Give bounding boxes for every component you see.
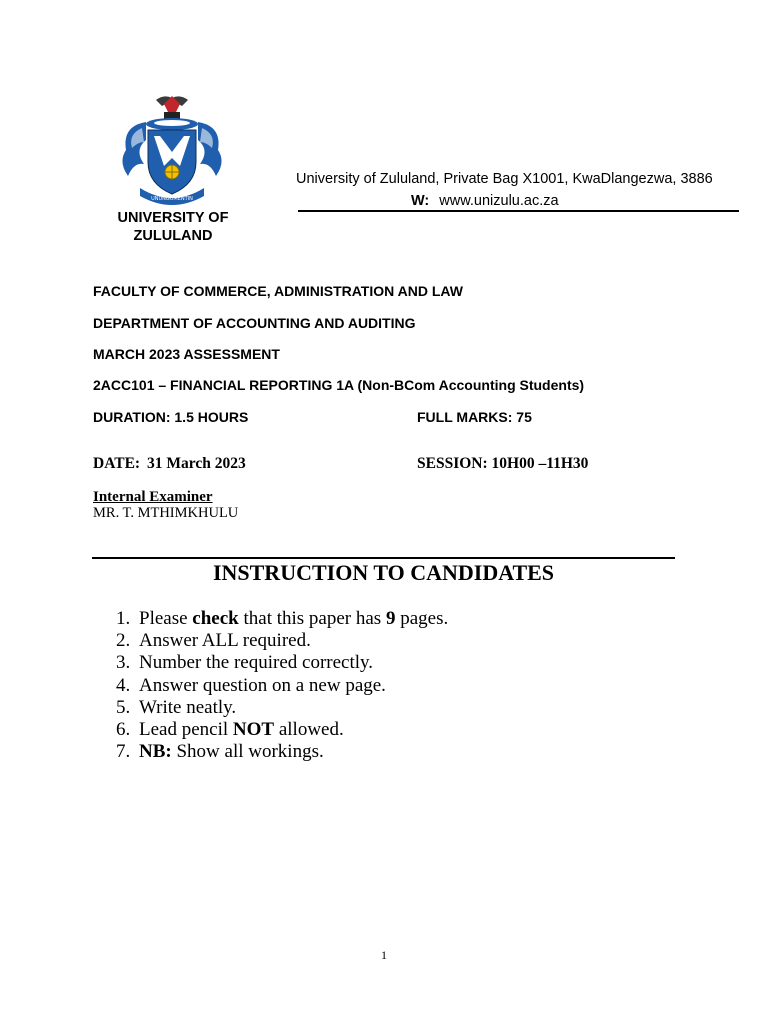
exam-duration: DURATION: 1.5 HOURS (93, 409, 249, 425)
instruction-number: 5. (116, 696, 131, 718)
instruction-text: Lead pencil (139, 719, 233, 741)
section-divider (92, 557, 675, 559)
instruction-emphasis: check (192, 608, 239, 629)
instruction-number: 4. (116, 674, 131, 696)
instruction-number: 1. (116, 608, 131, 629)
full-marks: FULL MARKS: 75 (417, 409, 532, 425)
svg-text:UNUNGUMENTIN: UNUNGUMENTIN (151, 196, 193, 202)
university-crest-icon (104, 92, 240, 208)
exam-date (93, 455, 246, 473)
assessment-title: MARCH 2023 ASSESSMENT (93, 346, 280, 362)
instructions-list (112, 608, 448, 763)
faculty-name: FACULTY OF COMMERCE, ADMINISTRATION AND LAW (93, 283, 463, 299)
address-divider (298, 210, 739, 212)
date-value: 31 March 2023 (147, 455, 246, 472)
instruction-text: Please (139, 608, 193, 629)
instruction-text: Answer ALL required. (139, 630, 311, 652)
instruction-item (112, 630, 448, 652)
instruction-number: 6. (116, 719, 131, 741)
instruction-item (112, 608, 448, 630)
university-name (100, 209, 246, 245)
website-label: W: (411, 193, 430, 209)
instruction-text: that this paper has (238, 608, 386, 629)
instruction-emphasis: 9 (385, 608, 396, 629)
course-title: 2ACC101 – FINANCIAL REPORTING 1A (Non-BCom Accounting Students) (93, 377, 585, 393)
university-name-line2: ZULULAND (133, 228, 213, 244)
instruction-text: allowed. (274, 719, 344, 741)
website-line (411, 193, 559, 209)
instructions-title: INSTRUCTION TO CANDIDATES (212, 560, 555, 585)
instruction-emphasis: NOT (232, 719, 275, 741)
postal-address: University of Zululand, Private Bag X1001, KwaDlangezwa, 3886 (296, 171, 713, 187)
examiner-name: MR. T. MTHIMKHULU (93, 505, 239, 521)
instruction-text: Answer question on a new page. (139, 674, 386, 696)
instruction-text: Number the required correctly. (139, 652, 374, 674)
instruction-text: Show all workings. (171, 741, 324, 763)
date-label: DATE: (93, 455, 141, 472)
instruction-text: pages. (395, 608, 449, 629)
examiner-label: Internal Examiner (93, 489, 213, 505)
instruction-item (112, 652, 448, 674)
instruction-number: 3. (116, 652, 131, 674)
page-number: 1 (381, 948, 387, 962)
instruction-item (112, 675, 448, 697)
university-name-line1: UNIVERSITY OF (117, 210, 229, 226)
exam-session: SESSION: 10H00 –11H30 (417, 455, 589, 472)
website-link[interactable]: www.unizulu.ac.za (439, 193, 559, 209)
instruction-number: 7. (116, 741, 131, 763)
instruction-item (112, 741, 448, 763)
instruction-item (112, 719, 448, 741)
instruction-number: 2. (116, 630, 131, 652)
department-name: DEPARTMENT OF ACCOUNTING AND AUDITING (93, 315, 416, 331)
instruction-text: Write neatly. (139, 696, 237, 718)
instruction-emphasis: NB: (139, 741, 172, 763)
instruction-item (112, 697, 448, 719)
